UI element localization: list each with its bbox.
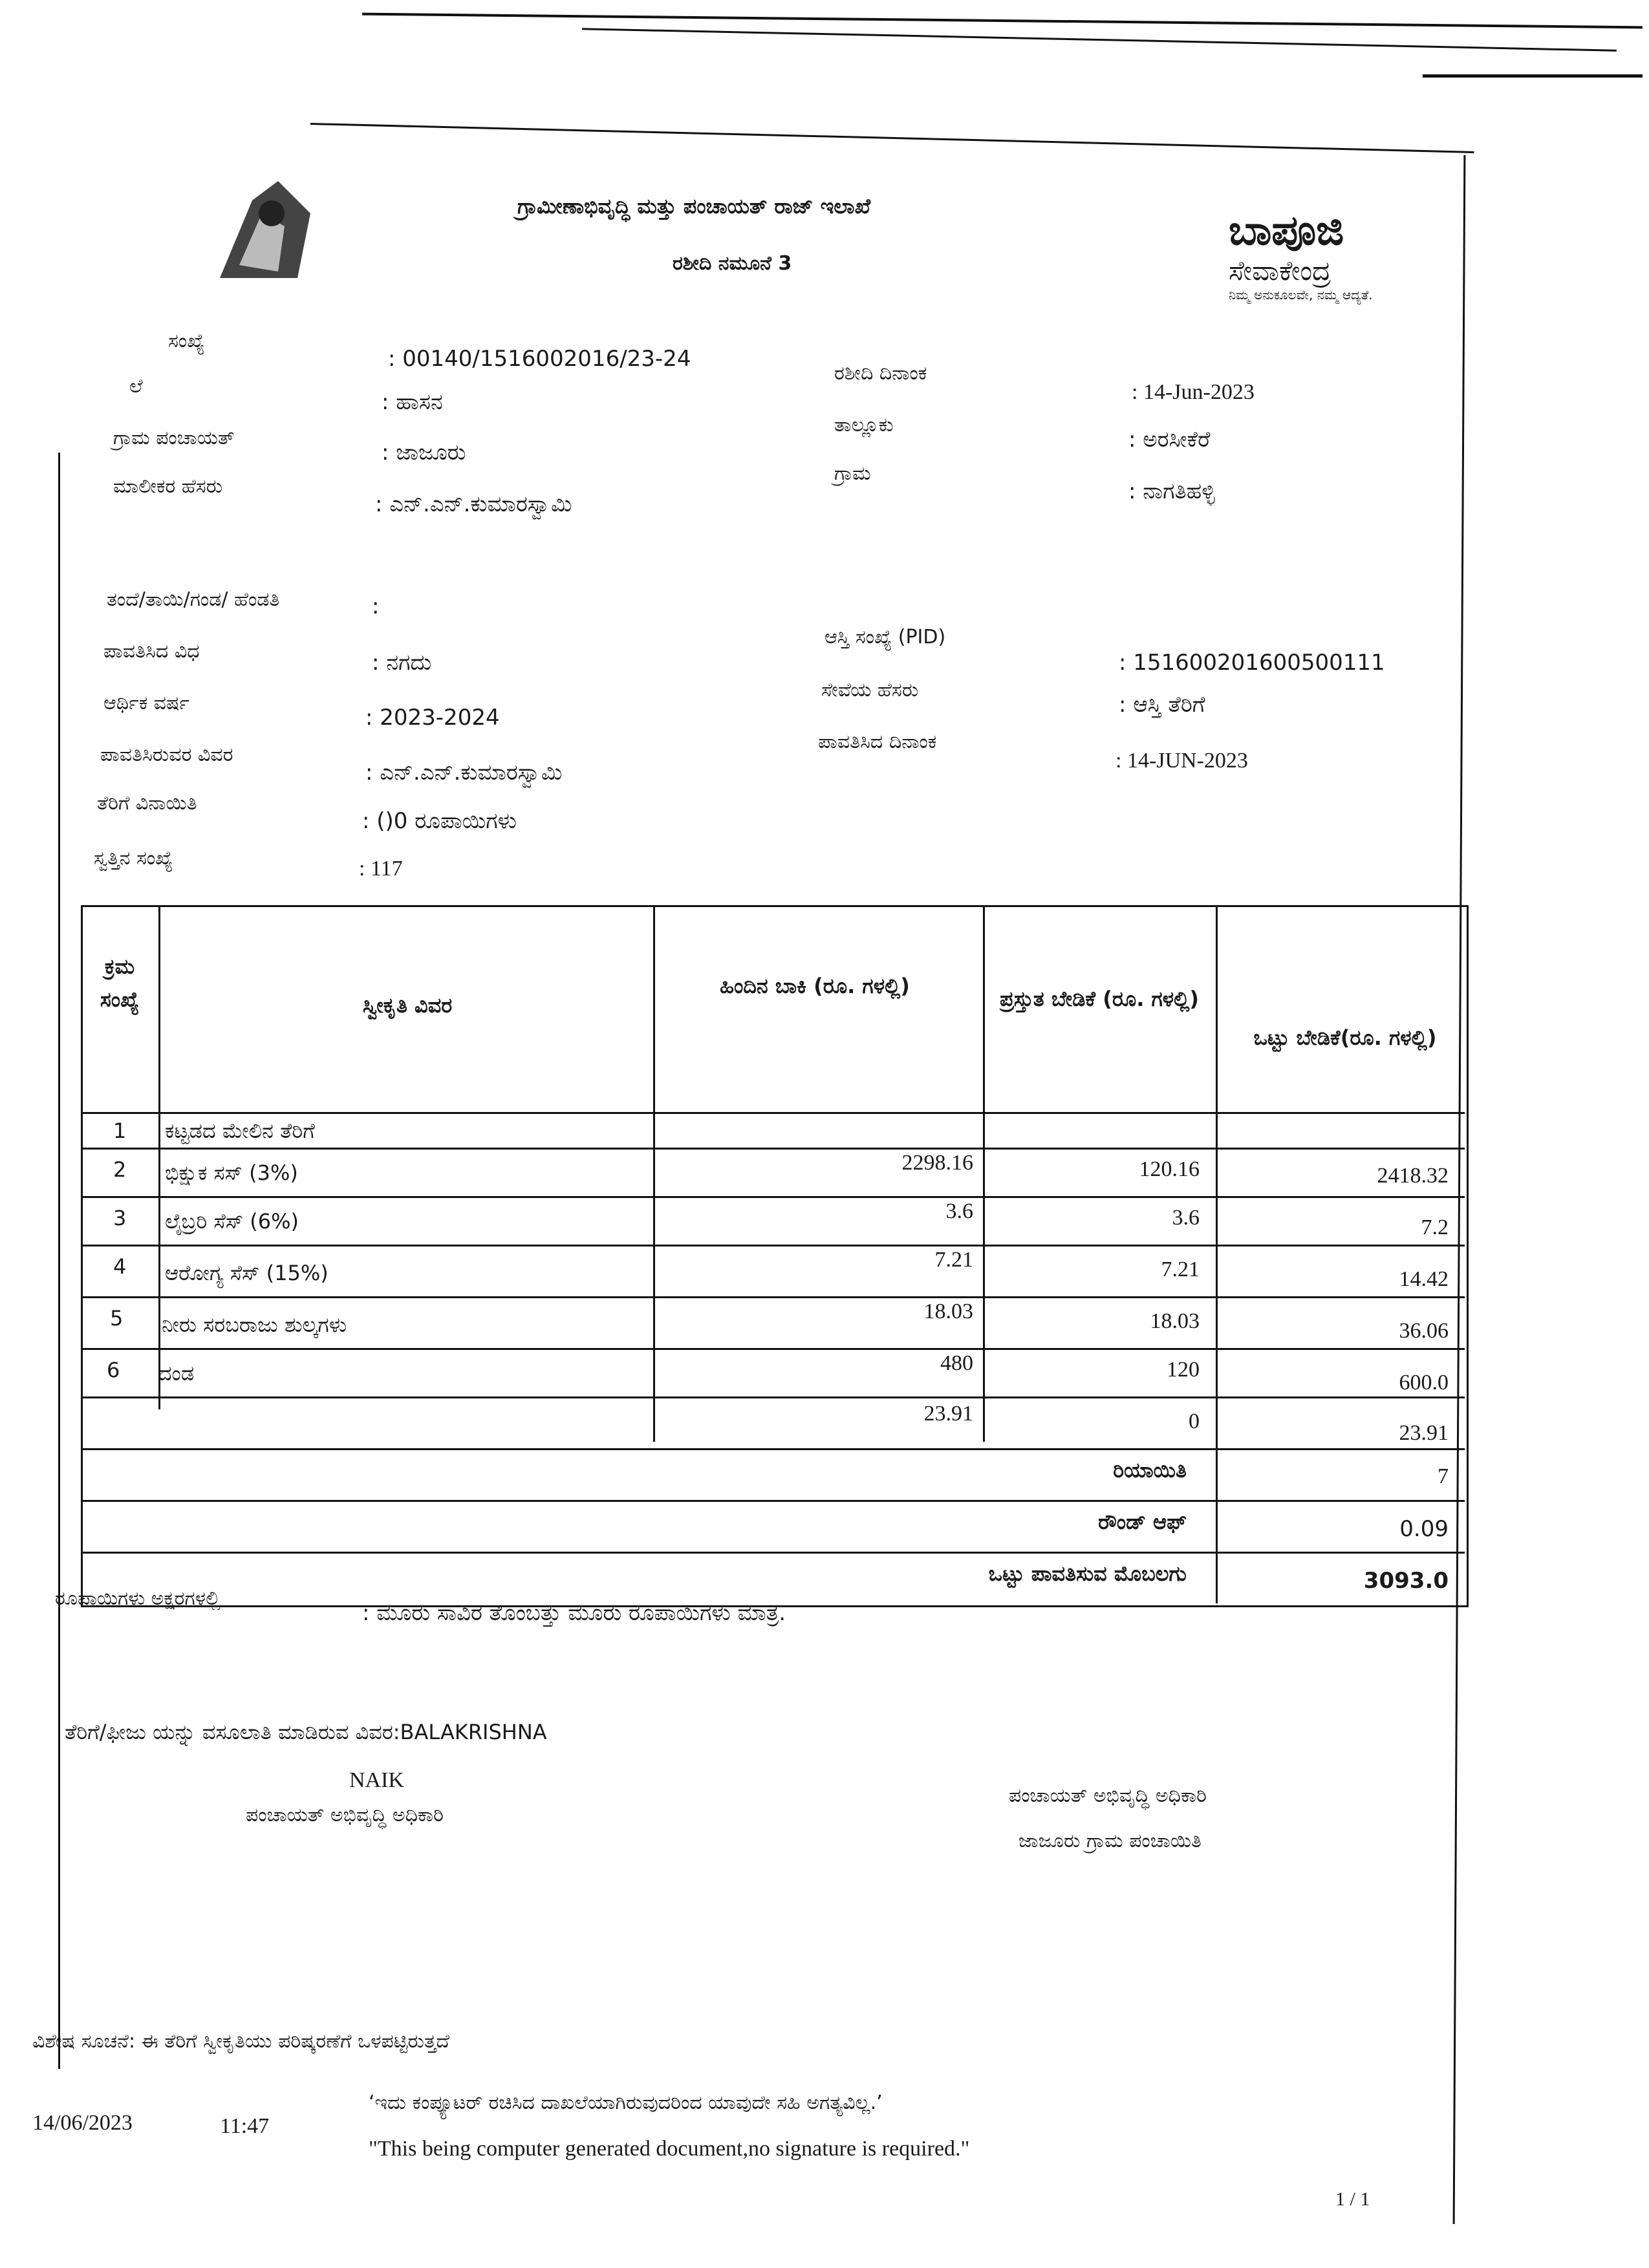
header-description: ಸ್ವೀಕೃತಿ ವಿವರ: [362, 993, 453, 1018]
row-3-prev: 3.6: [945, 1199, 973, 1223]
value-gram-panchayat: : ಜಾಜೂರು: [382, 440, 466, 465]
officer-designation: ಪಂಚಾಯತ್ ಅಭಿವೃದ್ಧಿ ಅಧಿಕಾರಿ: [1009, 1784, 1207, 1807]
row-line-9: [81, 1552, 1465, 1554]
row-2-sno: 2: [113, 1157, 127, 1182]
header-bottom-line: [81, 1112, 1465, 1114]
row-4-prev: 7.21: [934, 1248, 973, 1272]
row-6-curr: 120: [1167, 1358, 1200, 1382]
row-6-total: 600.0: [1399, 1371, 1449, 1395]
label-owner-name: ಮಾಲೀಕರ ಹೆಸರು: [113, 475, 223, 498]
scan-artifact-top: [362, 13, 1643, 29]
row-5-sno: 5: [110, 1306, 124, 1331]
label-village: ಗ್ರಾಮ: [834, 462, 871, 485]
row-5-prev: 18.03: [923, 1300, 973, 1323]
label-district: ಲೆ: [129, 375, 143, 398]
value-district: : ಹಾಸನ: [382, 389, 443, 415]
kannada-disclaimer: ‘ಇದು ಕಂಪ್ಯೂಟರ್ ರಚಿಸಿದ ದಾಖಲೆಯಾಗಿರುವುದರಿಂದ ಯಾವುದೇ ಸಹಿ ಅಗತ್ಯವಿಲ್ಲ.’: [369, 2091, 883, 2114]
in-words-value: : ಮೂರು ಸಾವಿರ ತೊಂಬತ್ತು ಮೂರು ರೂಪಾಯಿಗಳು ಮಾತ್ರ.: [362, 1600, 786, 1626]
rebate-value: 7: [1438, 1464, 1449, 1488]
bapuji-logo: [1229, 207, 1461, 303]
value-tax-exemption: : ()0 ರೂಪಾಯಿಗಳು: [362, 808, 517, 834]
row-line-5: [81, 1348, 1465, 1350]
row-line-7: [81, 1448, 1465, 1450]
extra-row-curr: 0: [1189, 1409, 1200, 1433]
value-payment-date: : 14-JUN-2023: [1116, 749, 1248, 773]
collector-line-2: NAIK: [349, 1768, 404, 1792]
extra-row-total: 23.91: [1399, 1421, 1449, 1445]
row-line-6: [81, 1396, 1465, 1398]
col-line-2: [653, 905, 655, 1442]
receipt-border-left: [58, 453, 60, 2069]
officer-panchayat: ಜಾಜೂರು ಗ್ರಾಮ ಪಂಚಾಯಿತಿ: [1018, 1830, 1202, 1852]
value-pid: : 151600201600500111: [1119, 650, 1385, 676]
row-3-total: 7.2: [1421, 1215, 1449, 1239]
emblem-logo: [200, 175, 323, 284]
label-payment-date: ಪಾವತಿಸಿದ ದಿನಾಂಕ: [818, 731, 937, 753]
collector-line-1: ತೆರಿಗೆ/ಫೀಜು ಯನ್ನು ವಸೂಲಾತಿ ಮಾಡಿರುವ ವಿವರ:BALAKRISHNA: [65, 1720, 547, 1744]
scan-artifact-top-2: [582, 28, 1617, 52]
scan-artifact-top-3: [1423, 74, 1643, 78]
value-taluk: : ಅರಸೀಕೆರೆ: [1128, 427, 1211, 453]
value-property-number: : 117: [359, 857, 403, 881]
footer-time: 11:47: [220, 2114, 270, 2138]
collector-designation: ಪಂಚಾಯತ್ ಅಭಿವೃದ್ಧಿ ಅಧಿಕಾರಿ: [246, 1804, 444, 1826]
rebate-label: ರಿಯಾಯಿತಿ: [1113, 1458, 1187, 1482]
english-disclaimer: "This being computer generated document,no signature is required.": [369, 2137, 970, 2161]
row-5-total: 36.06: [1399, 1319, 1449, 1343]
value-parent-spouse: :: [372, 594, 380, 619]
row-6-desc: ದಂಡ: [158, 1361, 195, 1385]
logo-tagline: ನಿಮ್ಮ ಅನುಕೂಲವೇ, ನಮ್ಮ ಆದ್ಯತೆ.: [1229, 287, 1373, 303]
header-total-demand: ಒಟ್ಟು ಬೇಡಿಕೆ(ರೂ. ಗಳಲ್ಲಿ): [1253, 1025, 1437, 1050]
label-financial-year: ಆರ್ಥಿಕ ವರ್ಷ: [103, 692, 189, 714]
label-pid: ಆಸ್ತಿ ಸಂಖ್ಯೆ (PID): [824, 626, 946, 648]
row-4-sno: 4: [113, 1254, 127, 1279]
header-serial-number: ಕ್ರಮ ಸಂಖ್ಯೆ: [100, 954, 140, 1012]
logo-sub: ಸೇವಾಕೇಂದ್ರ: [1229, 255, 1331, 286]
label-receipt-date: ರಶೀದಿ ದಿನಾಂಕ: [834, 362, 927, 385]
col-line-1: [158, 905, 160, 1409]
row-line-2: [81, 1196, 1465, 1198]
row-line-4: [81, 1296, 1465, 1298]
grand-total-label: ಒಟ್ಟು ಪಾವತಿಸುವ ಮೊಬಲಗು: [988, 1561, 1187, 1586]
value-payment-mode: : ನಗದು: [372, 650, 432, 676]
row-1-desc: ಕಟ್ಟಡದ ಮೇಲಿನ ತೆರಿಗೆ: [165, 1118, 315, 1143]
row-4-total: 14.42: [1399, 1267, 1449, 1291]
extra-row-prev: 23.91: [923, 1402, 973, 1426]
row-6-prev: 480: [940, 1351, 973, 1375]
row-line-8: [81, 1500, 1465, 1502]
label-payer-details: ಪಾವತಿಸಿರುವರ ವಿವರ: [100, 744, 233, 766]
row-5-curr: 18.03: [1150, 1309, 1200, 1333]
roundoff-label: ರೌಂಡ್ ಆಫ್: [1098, 1510, 1187, 1534]
row-line-3: [81, 1245, 1465, 1246]
logo-name: ಬಾಪೂಜಿ: [1229, 207, 1344, 255]
label-number: ಸಂಖ್ಯೆ: [168, 330, 205, 352]
row-2-total: 2418.32: [1377, 1164, 1449, 1188]
row-3-sno: 3: [113, 1206, 127, 1230]
row-2-curr: 120.16: [1139, 1157, 1200, 1181]
row-4-desc: ಆರೋಗ್ಯ ಸೆಸ್ (15%): [165, 1261, 329, 1285]
row-3-curr: 3.6: [1172, 1206, 1200, 1230]
value-village: : ನಾಗತಿಹಳ್ಳಿ: [1128, 478, 1215, 504]
label-taluk: ತಾಲ್ಲೂಕು: [834, 414, 894, 436]
special-note: ವಿಶೇಷ ಸೂಚನೆ: ಈ ತೆರಿಗೆ ಸ್ವೀಕೃತಿಯು ಪರಿಷ್ಕರಣೆಗೆ ಒಳಪಟ್ಟಿರುತ್ತದೆ: [32, 2030, 449, 2053]
value-financial-year: : 2023-2024: [365, 705, 500, 731]
row-2-desc: ಭಿಕ್ಷುಕ ಸಸ್ (3%): [165, 1161, 298, 1185]
roundoff-value: 0.09: [1399, 1516, 1449, 1542]
value-owner-name: : ಎನ್.ಎನ್.ಕುಮಾರಸ್ವಾಮಿ: [375, 491, 572, 517]
footer-date: 14/06/2023: [32, 2111, 133, 2135]
label-parent-spouse: ತಂದೆ/ತಾಯಿ/ಗಂಡ/ ಹೆಂಡತಿ: [107, 588, 280, 611]
row-6-sno: 6: [107, 1358, 120, 1382]
col-line-3: [983, 905, 985, 1442]
label-payment-mode: ಪಾವತಿಸಿದ ವಿಧ: [103, 640, 200, 663]
row-3-desc: ಲೈಬ್ರರಿ ಸೆಸ್ (6%): [165, 1209, 299, 1234]
form-title: ರಶೀದಿ ನಮೂನೆ 3: [673, 252, 792, 275]
row-line-1: [81, 1148, 1465, 1150]
label-gram-panchayat: ಗ್ರಾಮ ಪಂಚಾಯತ್: [113, 427, 235, 449]
page-number: 1 / 1: [1335, 2188, 1370, 2210]
grand-total-value: 3093.0: [1363, 1568, 1449, 1594]
label-property-number: ಸ್ವತ್ತಿನ ಸಂಖ್ಯೆ: [94, 847, 173, 870]
row-4-curr: 7.21: [1161, 1257, 1200, 1281]
header-current-demand: ಪ್ರಸ್ತುತ ಬೇಡಿಕೆ (ರೂ. ಗಳಲ್ಲಿ): [999, 987, 1199, 1011]
department-title: ಗ್ರಾಮೀಣಾಭಿವೃದ್ಧಿ ಮತ್ತು ಪಂಚಾಯತ್ ರಾಜ್ ಇಲಾಖೆ: [517, 194, 871, 219]
col-line-4: [1216, 905, 1218, 1603]
row-5-desc: ನೀರು ಸರಬರಾಜು ಶುಲ್ಕಗಳು: [162, 1312, 347, 1337]
value-receipt-date: : 14-Jun-2023: [1132, 380, 1255, 404]
label-service-name: ಸೇವೆಯ ಹೆಸರು: [821, 679, 919, 701]
value-service-name: : ಆಸ್ತಿ ತೆರಿಗೆ: [1119, 692, 1205, 718]
value-number: : 00140/1516002016/23-24: [388, 346, 691, 372]
label-tax-exemption: ತೆರಿಗೆ ವಿನಾಯಿತಿ: [97, 792, 197, 815]
in-words-label: ರೂಪಾಯಿಗಳು ಅಕ್ಷರಗಳಲ್ಲಿ: [55, 1587, 221, 1610]
value-payer-details: : ಎನ್.ಎನ್.ಕುಮಾರಸ್ವಾಮಿ: [365, 760, 563, 786]
row-1-sno: 1: [113, 1118, 127, 1143]
header-previous-balance: ಹಿಂದಿನ ಬಾಕಿ (ರೂ. ಗಳಲ್ಲಿ): [720, 974, 910, 998]
row-2-prev: 2298.16: [901, 1151, 973, 1175]
receipt-border-top: [310, 123, 1474, 153]
